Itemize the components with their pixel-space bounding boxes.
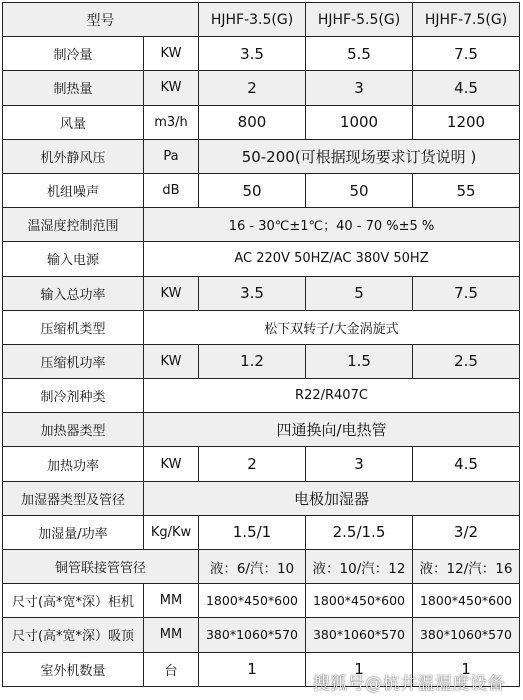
model-name-2: HJHF-5.5(G): [306, 3, 413, 37]
row-span-value: 16 - 30℃±1℃；40 - 70 %±5 %: [144, 208, 520, 242]
row-value: 3/2: [413, 515, 520, 549]
row-name: 温湿度控制范围: [3, 208, 144, 242]
row-value: 5: [306, 276, 413, 310]
row-value: 1800*450*600: [413, 584, 520, 618]
table-row: [3, 379, 520, 413]
row-value: 1800*450*600: [199, 584, 306, 618]
row-value: 液：10/汽：12: [306, 550, 413, 584]
row-name: 制冷剂种类: [3, 379, 144, 413]
row-value: 3: [306, 447, 413, 481]
row-name: 输入总功率: [3, 276, 144, 310]
spec-table: [2, 2, 520, 687]
row-value: 50: [199, 173, 306, 207]
row-name: 铜管联接管管径: [3, 550, 199, 584]
table-row: [3, 37, 520, 71]
row-name: 机组噪声: [3, 173, 144, 207]
row-value: 1.2: [199, 344, 306, 378]
table-row: [3, 481, 520, 515]
table-row: [3, 208, 520, 242]
row-name: 尺寸(高*宽*深）柜机: [3, 584, 144, 618]
row-value: 5.5: [306, 37, 413, 71]
row-value: 50: [306, 173, 413, 207]
row-name: 尺寸(高*宽*深）吸顶: [3, 618, 144, 652]
row-name: 加热器类型: [3, 413, 144, 447]
row-unit: KW: [144, 37, 199, 71]
row-value: 1: [413, 652, 520, 686]
row-name: 压缩机类型: [3, 310, 144, 344]
row-value: 3.5: [199, 276, 306, 310]
table-row: [3, 276, 520, 310]
table-header-row: [3, 3, 520, 37]
table-row: [3, 550, 520, 584]
row-name: 风量: [3, 105, 144, 139]
table-row: [3, 584, 520, 618]
row-span-value: R22/R407C: [144, 379, 520, 413]
row-value: 2.5/1.5: [306, 515, 413, 549]
row-value: 3.5: [199, 37, 306, 71]
row-name: 制冷量: [3, 37, 144, 71]
row-name: 制热量: [3, 71, 144, 105]
row-value: 液：12/汽：16: [413, 550, 520, 584]
row-name: 加热功率: [3, 447, 144, 481]
row-unit: 台: [144, 652, 199, 686]
table-row: [3, 242, 520, 276]
row-unit: Kg/Kw: [144, 515, 199, 549]
row-unit: KW: [144, 71, 199, 105]
row-span-value: 松下双转子/大金涡旋式: [144, 310, 520, 344]
table-row: [3, 105, 520, 139]
table-row: [3, 173, 520, 207]
row-name: 室外机数量: [3, 652, 144, 686]
row-value: 7.5: [413, 37, 520, 71]
row-value: 1.5: [306, 344, 413, 378]
row-name: 压缩机功率: [3, 344, 144, 378]
row-value: 7.5: [413, 276, 520, 310]
row-value: 1200: [413, 105, 520, 139]
table-row: [3, 447, 520, 481]
row-value: 1000: [306, 105, 413, 139]
row-value: 2: [199, 447, 306, 481]
model-name-3: HJHF-7.5(G): [413, 3, 520, 37]
row-span-value: AC 220V 50HZ/AC 380V 50HZ: [144, 242, 520, 276]
row-span-value: 电极加湿器: [144, 481, 520, 515]
row-value: 4.5: [413, 71, 520, 105]
row-value: 55: [413, 173, 520, 207]
row-unit: MM: [144, 584, 199, 618]
row-unit: KW: [144, 344, 199, 378]
row-unit: MM: [144, 618, 199, 652]
row-unit: dB: [144, 173, 199, 207]
row-span-value: 50-200(可根据现场要求订货说明 ): [199, 139, 520, 173]
row-name: 机外静风压: [3, 139, 144, 173]
table-row: [3, 515, 520, 549]
row-value: 液：6/汽：10: [199, 550, 306, 584]
row-value: 2: [199, 71, 306, 105]
row-unit: KW: [144, 447, 199, 481]
row-value: 2.5: [413, 344, 520, 378]
row-value: 4.5: [413, 447, 520, 481]
row-span-value: 四通换向/电热管: [144, 413, 520, 447]
row-value: 1.5/1: [199, 515, 306, 549]
row-value: 1: [306, 652, 413, 686]
table-row: [3, 139, 520, 173]
row-name: 加湿器类型及管径: [3, 481, 144, 515]
row-unit: Pa: [144, 139, 199, 173]
row-value: 380*1060*570: [306, 618, 413, 652]
table-row: [3, 71, 520, 105]
row-unit: KW: [144, 276, 199, 310]
row-value: 380*1060*570: [199, 618, 306, 652]
table-row: [3, 413, 520, 447]
row-name: 输入电源: [3, 242, 144, 276]
table-row: [3, 310, 520, 344]
table-row: [3, 618, 520, 652]
row-value: 1800*450*600: [306, 584, 413, 618]
row-value: 1: [199, 652, 306, 686]
row-name: 加湿量/功率: [3, 515, 144, 549]
row-value: 3: [306, 71, 413, 105]
row-value: 800: [199, 105, 306, 139]
row-value: 380*1060*570: [413, 618, 520, 652]
watermark: 搜狐号@杭井温湿度设备: [312, 674, 505, 694]
model-header-label: 型号: [3, 3, 199, 37]
table-row: [3, 344, 520, 378]
model-name-1: HJHF-3.5(G): [199, 3, 306, 37]
row-unit: m3/h: [144, 105, 199, 139]
